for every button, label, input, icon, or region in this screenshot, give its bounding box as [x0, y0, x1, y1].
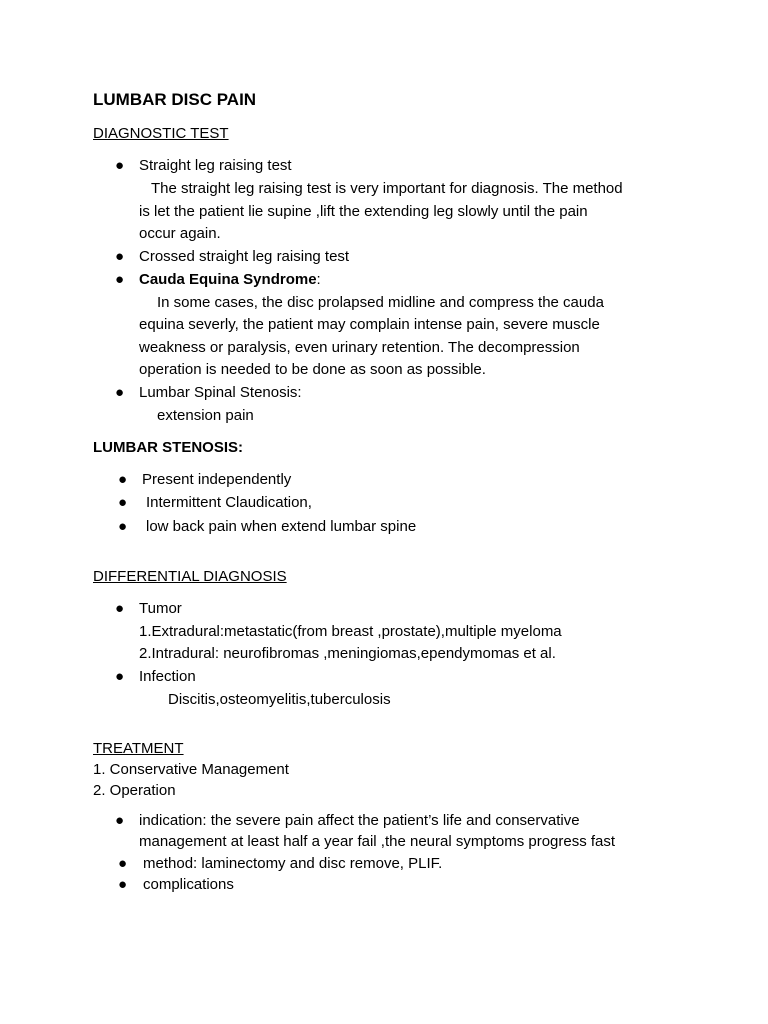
slr-desc-line-1: The straight leg raising test is very important for diagnosis. The method [151, 180, 623, 197]
tumor-line-1: 1.Extradural:metastatic(from breast ,prostate),multiple myeloma [139, 623, 562, 640]
bullet-icon: ● [115, 157, 125, 174]
method-line: method: laminectomy and disc remove, PLIF. [143, 855, 443, 872]
indication-line-2: management at least half a year fail ,the neural symptoms progress fast [139, 833, 616, 850]
cauda-desc-line-1: In some cases, the disc prolapsed midline and compress the cauda [157, 294, 604, 311]
item-lumbar-spinal-stenosis: Lumbar Spinal Stenosis: [139, 384, 302, 401]
heading-lumbar-stenosis: LUMBAR STENOSIS: [93, 439, 243, 456]
bullet-icon: ● [115, 668, 125, 685]
bullet-icon: ● [115, 600, 125, 617]
stenosis-item-3: low back pain when extend lumbar spine [146, 518, 417, 535]
document-title: LUMBAR DISC PAIN [93, 90, 257, 109]
indication-line-1: indication: the severe pain affect the patient’s life and conservative [139, 812, 580, 829]
cauda-equina-colon: : [316, 271, 321, 288]
treatment-step-2: 2. Operation [93, 782, 176, 799]
item-cauda-equina [139, 269, 321, 291]
bullet-icon: ● [115, 248, 125, 265]
item-tumor: Tumor [139, 600, 182, 617]
stenosis-desc: extension pain [157, 407, 254, 424]
bullet-icon: ● [118, 494, 128, 511]
stenosis-item-1: Present independently [142, 471, 292, 488]
infection-line: Discitis,osteomyelitis,tuberculosis [168, 691, 391, 708]
tumor-line-2: 2.Intradural: neurofibromas ,meningiomas,ependymomas et al. [139, 645, 556, 662]
bullet-icon: ● [118, 876, 128, 893]
heading-diagnostic-test: DIAGNOSTIC TEST [93, 125, 229, 142]
heading-treatment: TREATMENT [93, 740, 184, 757]
bullet-icon: ● [115, 271, 125, 288]
stenosis-item-2: Intermittent Claudication, [146, 494, 312, 511]
item-straight-leg-raising: Straight leg raising test [139, 157, 292, 174]
bullet-icon: ● [118, 855, 128, 872]
heading-differential-diagnosis: DIFFERENTIAL DIAGNOSIS [93, 568, 287, 585]
cauda-desc-line-3: weakness or paralysis, even urinary retention. The decompression [139, 339, 580, 356]
bullet-icon: ● [118, 518, 128, 535]
item-crossed-slr: Crossed straight leg raising test [139, 248, 350, 265]
slr-desc-line-2: is let the patient lie supine ,lift the extending leg slowly until the pain [139, 203, 588, 220]
cauda-desc-line-2: equina severly, the patient may complain intense pain, severe muscle [139, 316, 600, 333]
item-infection: Infection [139, 668, 196, 685]
cauda-equina-label: Cauda Equina Syndrome [139, 271, 317, 288]
treatment-step-1: 1. Conservative Management [93, 761, 289, 778]
bullet-icon: ● [118, 471, 128, 488]
cauda-desc-line-4: operation is needed to be done as soon as possible. [139, 361, 486, 378]
slr-desc-line-3: occur again. [139, 225, 221, 242]
bullet-icon: ● [115, 812, 125, 829]
bullet-icon: ● [115, 384, 125, 401]
complications-line: complications [143, 876, 234, 893]
